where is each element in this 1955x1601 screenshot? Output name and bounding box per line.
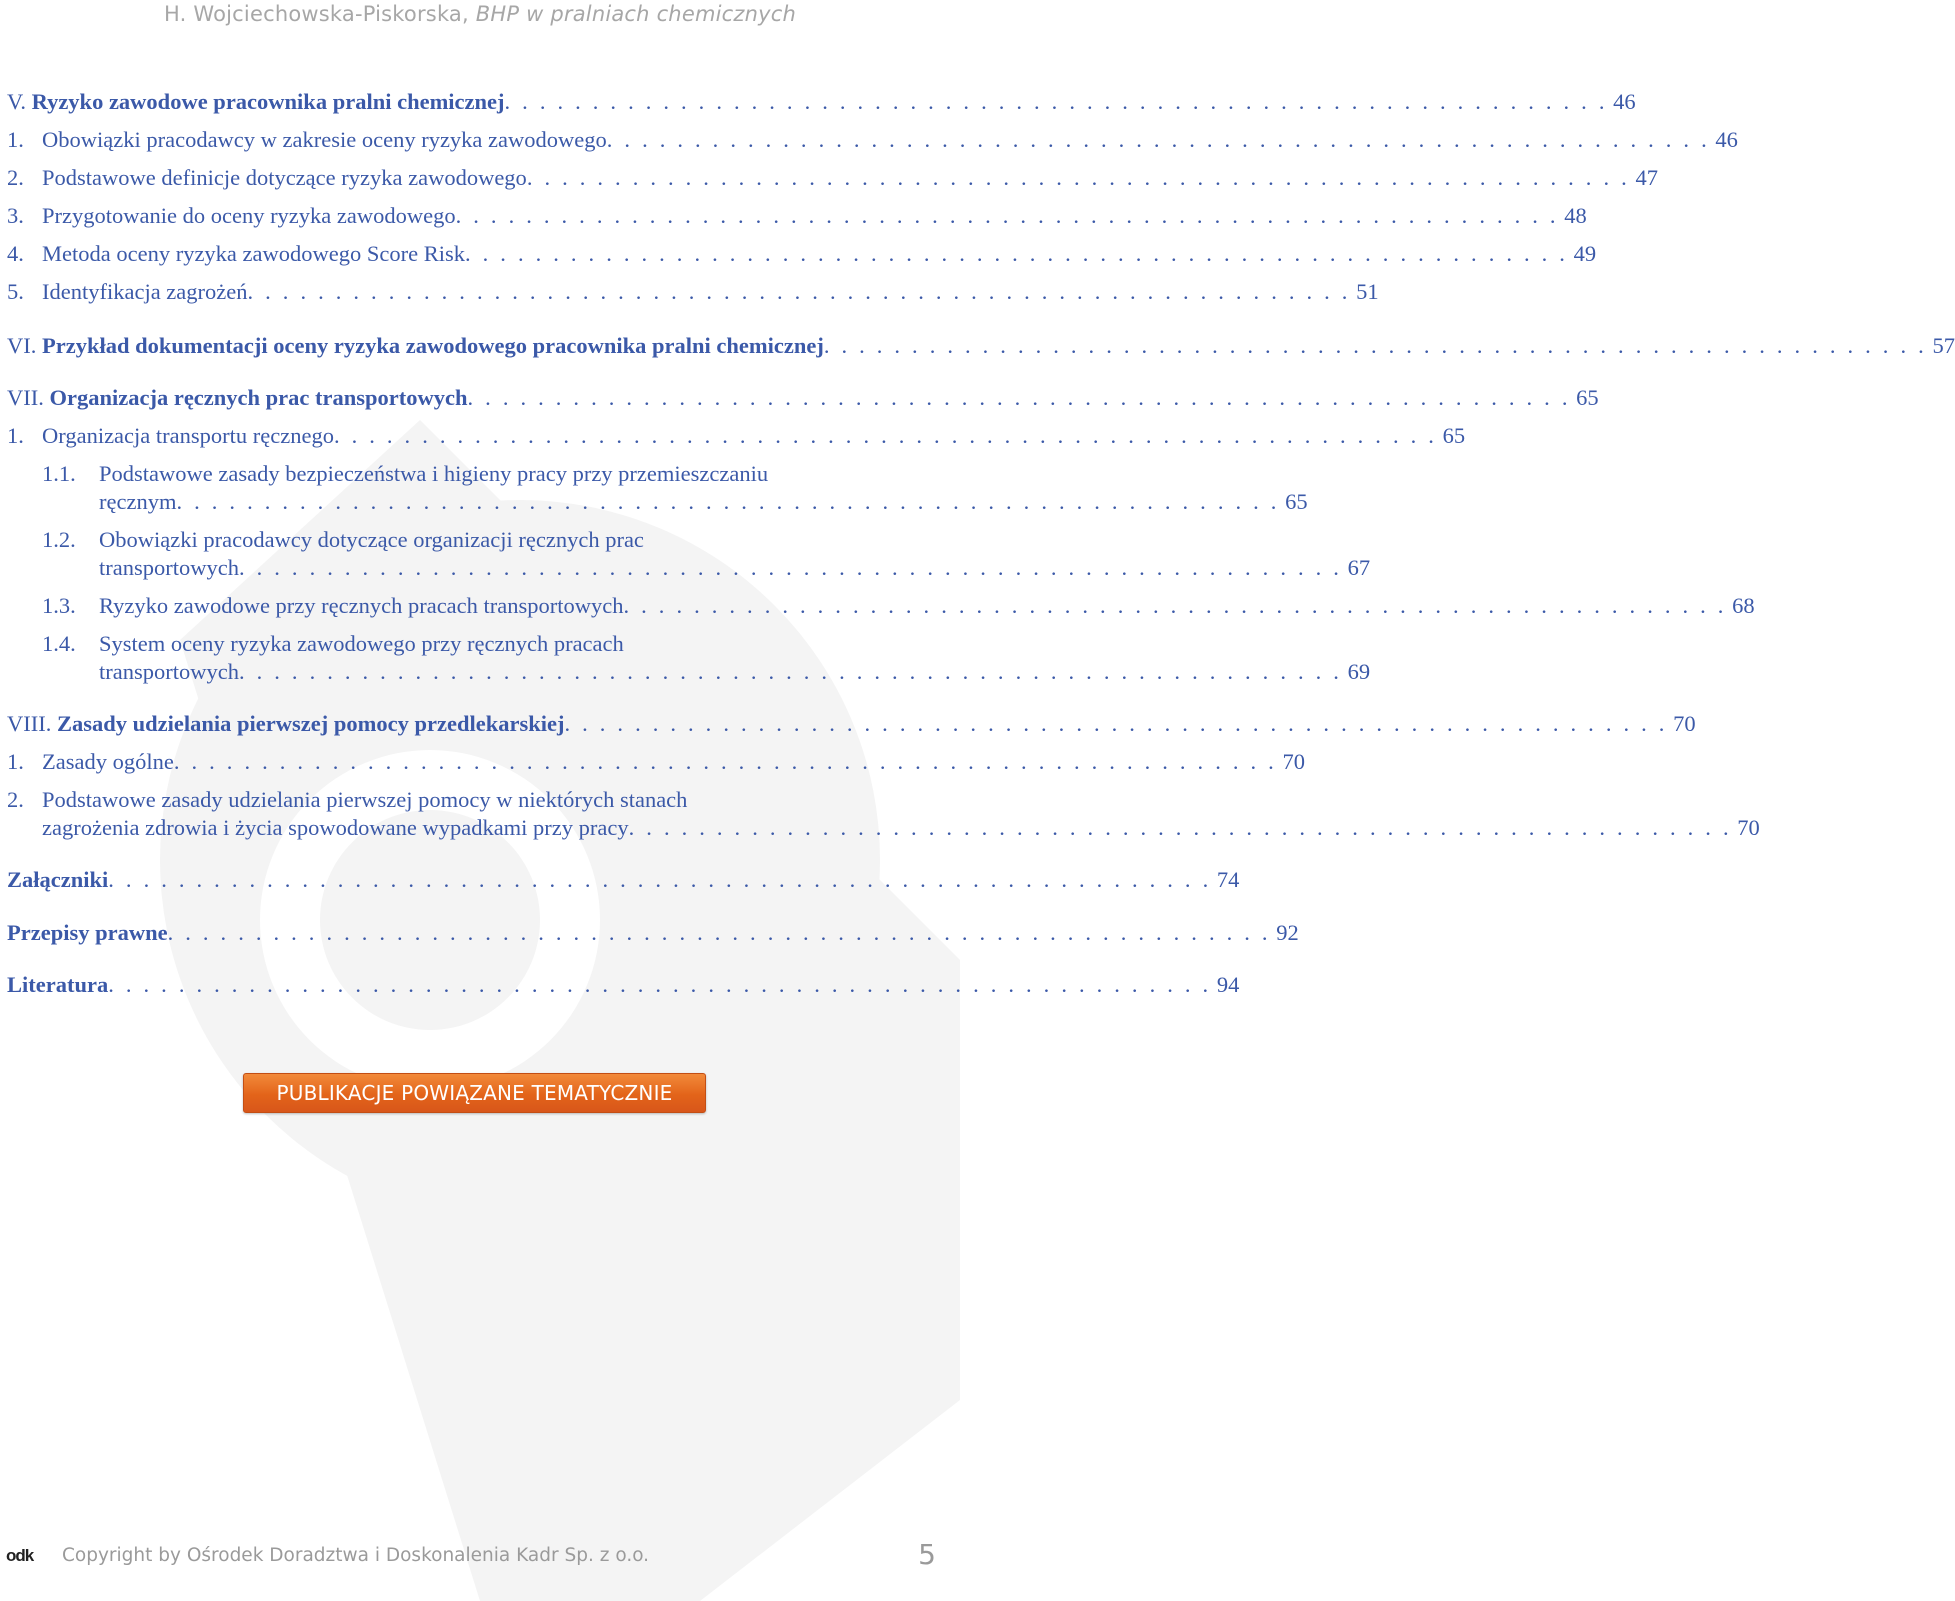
toc-title: Organizacja transportu ręcznego	[42, 423, 334, 448]
toc-entry[interactable]	[7, 278, 1379, 306]
publisher-logo: odk	[6, 1546, 34, 1565]
toc-page: 51	[1356, 279, 1379, 304]
toc-page: 47	[1635, 165, 1658, 190]
toc-leader: . . . . . . . . . . . . . . . . . . . . . . . . . . . . . . . . . . . . . . . . . . . . . . . . . . . . . . . . . . . . . . .	[176, 489, 1280, 514]
toc-title-continued: zagrożenia zdrowia i życia spowodowane wypadkami przy pracy	[42, 815, 629, 840]
toc-number: 5.	[7, 279, 24, 304]
toc-leader: . . . . . . . . . . . . . . . . . . . . . . . . . . . . . . . . . . . . . . . . . . . . . . . . . . . . . . . . . . . . . . .	[108, 867, 1212, 892]
toc-entry[interactable]	[7, 866, 1240, 894]
running-header	[0, 2, 960, 26]
toc-title-continued: transportowych	[99, 659, 239, 684]
toc-page: 69	[1347, 659, 1371, 684]
toc-leader: . . . . . . . . . . . . . . . . . . . . . . . . . . . . . . . . . . . . . . . . . . . . . . . . . . . . . . . . . . . . . . .	[504, 89, 1608, 114]
header-author: H. Wojciechowska-Piskorska,	[163, 2, 476, 26]
toc-entry[interactable]	[7, 748, 1305, 776]
toc-page: 49	[1573, 241, 1597, 266]
toc-entry[interactable]	[7, 971, 1240, 999]
toc-page: 70	[1737, 815, 1760, 840]
toc-page: 70	[1282, 749, 1305, 774]
related-publications-button[interactable]: PUBLIKACJE POWIĄZANE TEMATYCZNIE	[243, 1073, 706, 1113]
page-footer	[6, 1538, 936, 1572]
toc-title: Literatura	[7, 972, 109, 997]
toc-title: Podstawowe zasady bezpieczeństwa i higieny pracy przy przemieszczaniu	[99, 461, 769, 486]
header-book-title: BHP w pralniach chemicznych	[475, 2, 796, 26]
toc-leader: . . . . . . . . . . . . . . . . . . . . . . . . . . . . . . . . . . . . . . . . . . . . . . . . . . . . . . . . . . . . . . .	[823, 333, 1927, 358]
toc-entry[interactable]	[42, 526, 1371, 582]
toc-entry[interactable]	[7, 710, 1696, 738]
toc-title: Identyfikacja zagrożeń	[42, 279, 248, 304]
toc-number: VI.	[7, 333, 42, 358]
toc-number: V.	[7, 89, 32, 114]
toc-title: Ryzyko zawodowe pracownika pralni chemicznej	[31, 89, 505, 114]
toc-entry[interactable]	[7, 919, 1299, 947]
toc-leader: . . . . . . . . . . . . . . . . . . . . . . . . . . . . . . . . . . . . . . . . . . . . . . . . . . . . . . . . . . . . . . .	[238, 555, 1343, 580]
toc-leader: . . . . . . . . . . . . . . . . . . . . . . . . . . . . . . . . . . . . . . . . . . . . . . . . . . . . . . . . . . . . . . .	[623, 593, 1727, 618]
page-number: 5	[918, 1538, 936, 1571]
toc-number: 2.	[7, 165, 24, 190]
toc-title: Ryzyko zawodowe przy ręcznych pracach transportowych	[99, 593, 624, 618]
toc-leader: . . . . . . . . . . . . . . . . . . . . . . . . . . . . . . . . . . . . . . . . . . . . . . . . . . . . . . . . . . . . . . .	[173, 749, 1277, 774]
toc-title: Obowiązki pracodawcy dotyczące organizacji ręcznych prac	[99, 527, 644, 552]
toc-leader: . . . . . . . . . . . . . . . . . . . . . . . . . . . . . . . . . . . . . . . . . . . . . . . . . . . . . . . . . . . . . . .	[628, 815, 1732, 840]
toc-number: 1.1.	[42, 461, 76, 486]
toc-entry[interactable]	[7, 164, 1658, 192]
toc-leader: . . . . . . . . . . . . . . . . . . . . . . . . . . . . . . . . . . . . . . . . . . . . . . . . . . . . . . . . . . . . . . .	[167, 920, 1271, 945]
toc-entry[interactable]	[7, 126, 1738, 154]
toc-number: 1.	[7, 749, 24, 774]
toc-number: 4.	[7, 241, 24, 266]
toc-leader: . . . . . . . . . . . . . . . . . . . . . . . . . . . . . . . . . . . . . . . . . . . . . . . . . . . . . . . . . . . . . . .	[247, 279, 1351, 304]
toc-leader: . . . . . . . . . . . . . . . . . . . . . . . . . . . . . . . . . . . . . . . . . . . . . . . . . . . . . . . . . . . . . . .	[467, 385, 1571, 410]
toc-leader: . . . . . . . . . . . . . . . . . . . . . . . . . . . . . . . . . . . . . . . . . . . . . . . . . . . . . . . . . . . . . . .	[333, 423, 1438, 448]
toc-page: 65	[1442, 423, 1466, 448]
toc-title: Zasady udzielania pierwszej pomocy przedlekarskiej	[56, 711, 565, 736]
toc-title: Podstawowe zasady udzielania pierwszej pomocy w niektórych stanach	[42, 787, 688, 812]
toc-number: VII.	[7, 385, 50, 410]
toc-entry[interactable]	[7, 786, 1760, 842]
toc-entry[interactable]	[7, 384, 1599, 412]
toc-title-continued: ręcznym	[99, 489, 177, 514]
toc-title: Przykład dokumentacji oceny ryzyka zawodowego pracownika pralni chemicznej	[42, 333, 824, 358]
toc-entry[interactable]	[7, 202, 1587, 230]
toc-title: Obowiązki pracodawcy w zakresie oceny ryzyka zawodowego	[42, 127, 607, 152]
toc-title: Podstawowe definicje dotyczące ryzyka zawodowego	[42, 165, 527, 190]
toc-leader: . . . . . . . . . . . . . . . . . . . . . . . . . . . . . . . . . . . . . . . . . . . . . . . . . . . . . . . . . . . . . . .	[526, 165, 1630, 190]
toc-number: 1.	[7, 423, 24, 448]
toc-entry[interactable]	[7, 240, 1597, 268]
toc-leader: . . . . . . . . . . . . . . . . . . . . . . . . . . . . . . . . . . . . . . . . . . . . . . . . . . . . . . . . . . . . . . .	[606, 127, 1710, 152]
toc-page: 57	[1932, 333, 1955, 358]
toc-title: Przepisy prawne	[7, 920, 168, 945]
toc-leader: . . . . . . . . . . . . . . . . . . . . . . . . . . . . . . . . . . . . . . . . . . . . . . . . . . . . . . . . . . . . . . .	[108, 972, 1212, 997]
toc-entry[interactable]	[7, 332, 1955, 360]
toc-number: 1.2.	[42, 527, 76, 552]
toc-page: 46	[1715, 127, 1738, 152]
toc-title: Zasady ogólne	[42, 749, 174, 774]
toc-number: VIII.	[7, 711, 57, 736]
toc-number: 1.4.	[42, 631, 76, 656]
toc-page: 48	[1564, 203, 1587, 228]
toc-entry[interactable]	[42, 630, 1371, 686]
toc-page: 94	[1216, 972, 1240, 997]
toc-entry[interactable]	[7, 88, 1636, 116]
toc-title: Metoda oceny ryzyka zawodowego Score Risk	[42, 241, 465, 266]
toc-title: Organizacja ręcznych prac transportowych	[49, 385, 468, 410]
copyright-text: Copyright by Ośrodek Doradztwa i Doskonalenia Kadr Sp. z o.o.	[62, 1545, 650, 1566]
toc-title-continued: transportowych	[99, 555, 239, 580]
toc-page: 74	[1216, 867, 1240, 892]
toc-page: 92	[1276, 920, 1299, 945]
toc-number: 2.	[7, 787, 24, 812]
toc-leader: . . . . . . . . . . . . . . . . . . . . . . . . . . . . . . . . . . . . . . . . . . . . . . . . . . . . . . . . . . . . . . .	[455, 203, 1559, 228]
toc-leader: . . . . . . . . . . . . . . . . . . . . . . . . . . . . . . . . . . . . . . . . . . . . . . . . . . . . . . . . . . . . . . .	[564, 711, 1668, 736]
toc-title: System oceny ryzyka zawodowego przy ręcznych pracach	[99, 631, 624, 656]
toc-number: 1.	[7, 127, 24, 152]
toc-page: 46	[1613, 89, 1636, 114]
toc-number: 3.	[7, 203, 24, 228]
toc-page: 65	[1285, 489, 1308, 514]
toc-entry[interactable]	[7, 422, 1466, 450]
toc-entry[interactable]	[42, 460, 1308, 516]
toc-leader: . . . . . . . . . . . . . . . . . . . . . . . . . . . . . . . . . . . . . . . . . . . . . . . . . . . . . . . . . . . . . . .	[238, 659, 1343, 684]
toc-title: Załączniki	[7, 867, 109, 892]
toc-page: 65	[1576, 385, 1599, 410]
toc-entry[interactable]	[42, 592, 1755, 620]
toc-page: 68	[1732, 593, 1755, 618]
toc-page: 67	[1347, 555, 1371, 580]
toc-title: Przygotowanie do oceny ryzyka zawodowego	[42, 203, 456, 228]
toc-number: 1.3.	[42, 593, 76, 618]
toc-page: 70	[1673, 711, 1696, 736]
toc-leader: . . . . . . . . . . . . . . . . . . . . . . . . . . . . . . . . . . . . . . . . . . . . . . . . . . . . . . . . . . . . . . .	[465, 241, 1569, 266]
